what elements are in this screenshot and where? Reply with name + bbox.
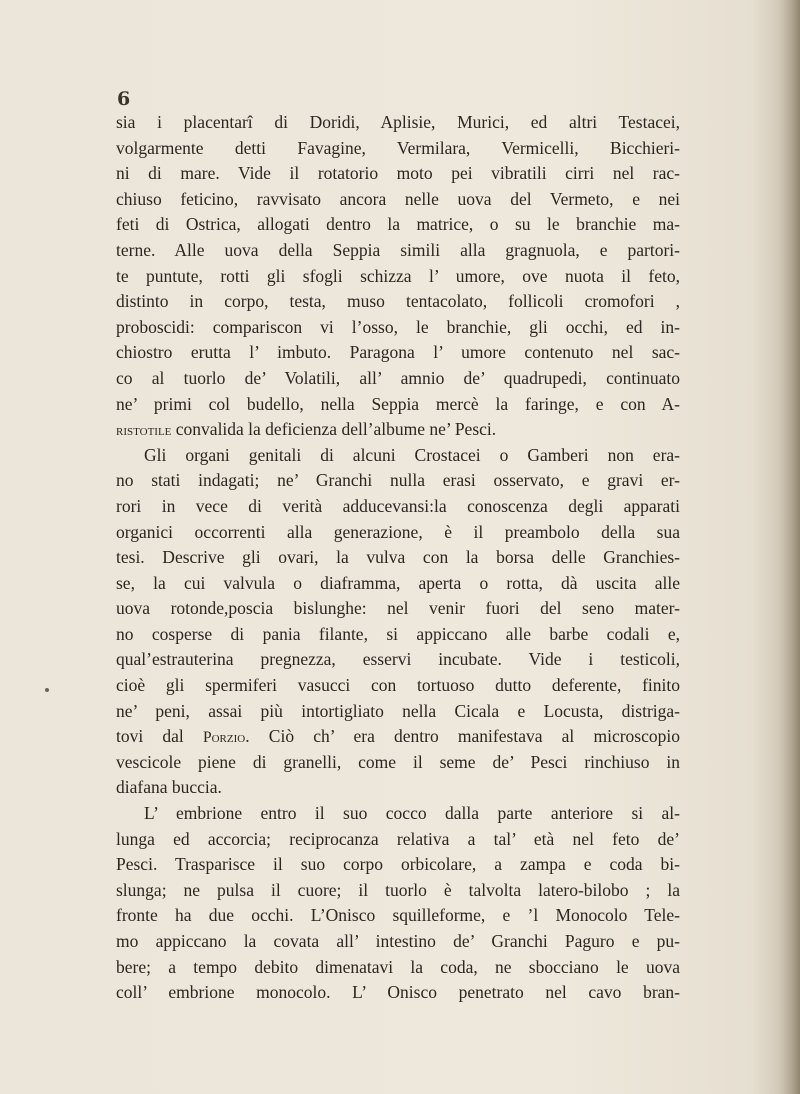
author-name-porzio: Porzio [202, 729, 246, 747]
text-line: no cosperse di pania filante, si appiccano alle barbe codali e, [116, 623, 680, 644]
text-fragment: tovi dal [116, 726, 203, 747]
text-line: co al tuorlo de’ Volatili, all’ amnio de’ quadrupedi, continuato [116, 367, 680, 388]
text-line [116, 417, 680, 443]
text-line: slunga; ne pulsa il cuore; il tuorlo è talvolta latero-bilobo ; la [116, 879, 680, 900]
text-fragment: convalida la deficienza dell’albume ne’ Pesci. [171, 419, 497, 440]
text-line: fronte ha due occhi. L’Onisco squilleforme, e ’l Monocolo Tele- [116, 905, 680, 926]
text-line: mo appiccano la covata all’ intestino de’ Granchi Paguro e pu- [116, 931, 680, 951]
text-line: te puntute, rotti gli sfogli schizza l’ umore, ove nuota il feto, [116, 265, 680, 286]
text-line: Pesci. Trasparisce il suo corpo orbicolare, a zampa e coda bi- [116, 854, 680, 875]
paragraph-3 [116, 801, 680, 1006]
text-line: ni di mare. Vide il rotatorio moto pei vibratili cirri nel rac- [116, 163, 680, 184]
text-line: ne’ primi col budello, nella Seppia mercè la faringe, e con A- [116, 393, 680, 414]
text-line: coll’ embrione monocolo. L’ Onisco penetrato nel cavo bran- [116, 982, 680, 1003]
text-line: se, la cui valvula o diaframma, aperta o rotta, dà uscita alle [116, 572, 680, 593]
text-line: lunga ed accorcia; reciprocanza relativa a tal’ età nel feto de’ [116, 828, 680, 849]
author-name-aristotile: ristotile [116, 422, 172, 440]
text-line: chiuso feticino, ravvisato ancora nelle uova del Vermeto, e nei [116, 188, 680, 209]
text-line: bere; a tempo debito dimenatavi la coda, ne sbocciano le uova [116, 956, 680, 977]
text-line [116, 724, 680, 750]
text-line: organici occorrenti alla generazione, è il preambolo della sua [116, 521, 680, 542]
text-line: diafana buccia. [116, 777, 222, 798]
text-line: L’ embrione entro il suo cocco dalla parte anteriore si al- [144, 803, 680, 824]
paragraph-1 [116, 110, 680, 443]
text-line: qual’estrauterina pregnezza, esservi incubate. Vide i testicoli, [116, 649, 680, 670]
body-text [116, 110, 680, 1006]
text-line: rori in vece di verità adducevansi:la conoscenza degli apparati [116, 495, 680, 516]
text-line: sia i placentarî di Doridi, Aplisie, Murici, ed altri Testacei, [116, 112, 680, 132]
text-line: volgarmente detti Favagine, Vermilara, Vermicelli, Bicchieri- [116, 137, 680, 158]
text-line: chiostro erutta l’ imbuto. Paragona l’ umore contenuto nel sac- [116, 342, 680, 363]
text-line: cioè gli spermiferi vasucci con tortuoso dutto deferente, finito [116, 675, 680, 696]
paragraph-2 [116, 443, 680, 801]
text-line: Gli organi genitali di alcuni Crostacei o Gamberi non era- [144, 444, 680, 465]
margin-speck [45, 688, 49, 692]
text-line: terne. Alle uova della Seppia simili alla gragnuola, e partori- [116, 239, 680, 260]
text-line: no stati indagati; ne’ Granchi nulla erasi osservato, e gravi er- [116, 470, 680, 491]
text-line: ne’ peni, assai più intortigliato nella Cicala e Locusta, distriga- [116, 700, 680, 721]
text-line: tesi. Descrive gli ovari, la vulva con la borsa delle Granchies- [116, 547, 680, 568]
page-edge-shadow [778, 0, 800, 1094]
text-line: vescicole piene di granelli, come il seme de’ Pesci rinchiuso in [116, 751, 680, 772]
text-fragment: . Ciò ch’ era dentro manifestava al microscopio [245, 726, 680, 747]
text-line: distinto in corpo, testa, muso tentacolato, follicoli cromofori , [116, 291, 680, 312]
text-line: uova rotonde,poscia bislunghe: nel venir fuori del seno mater- [116, 598, 680, 619]
text-line: feti di Ostrica, allogati dentro la matrice, o su le branchie ma- [116, 214, 680, 235]
text-line: proboscidi: compariscon vi l’osso, le branchie, gli occhi, ed in- [116, 316, 680, 337]
page-number: 6 [117, 88, 131, 110]
